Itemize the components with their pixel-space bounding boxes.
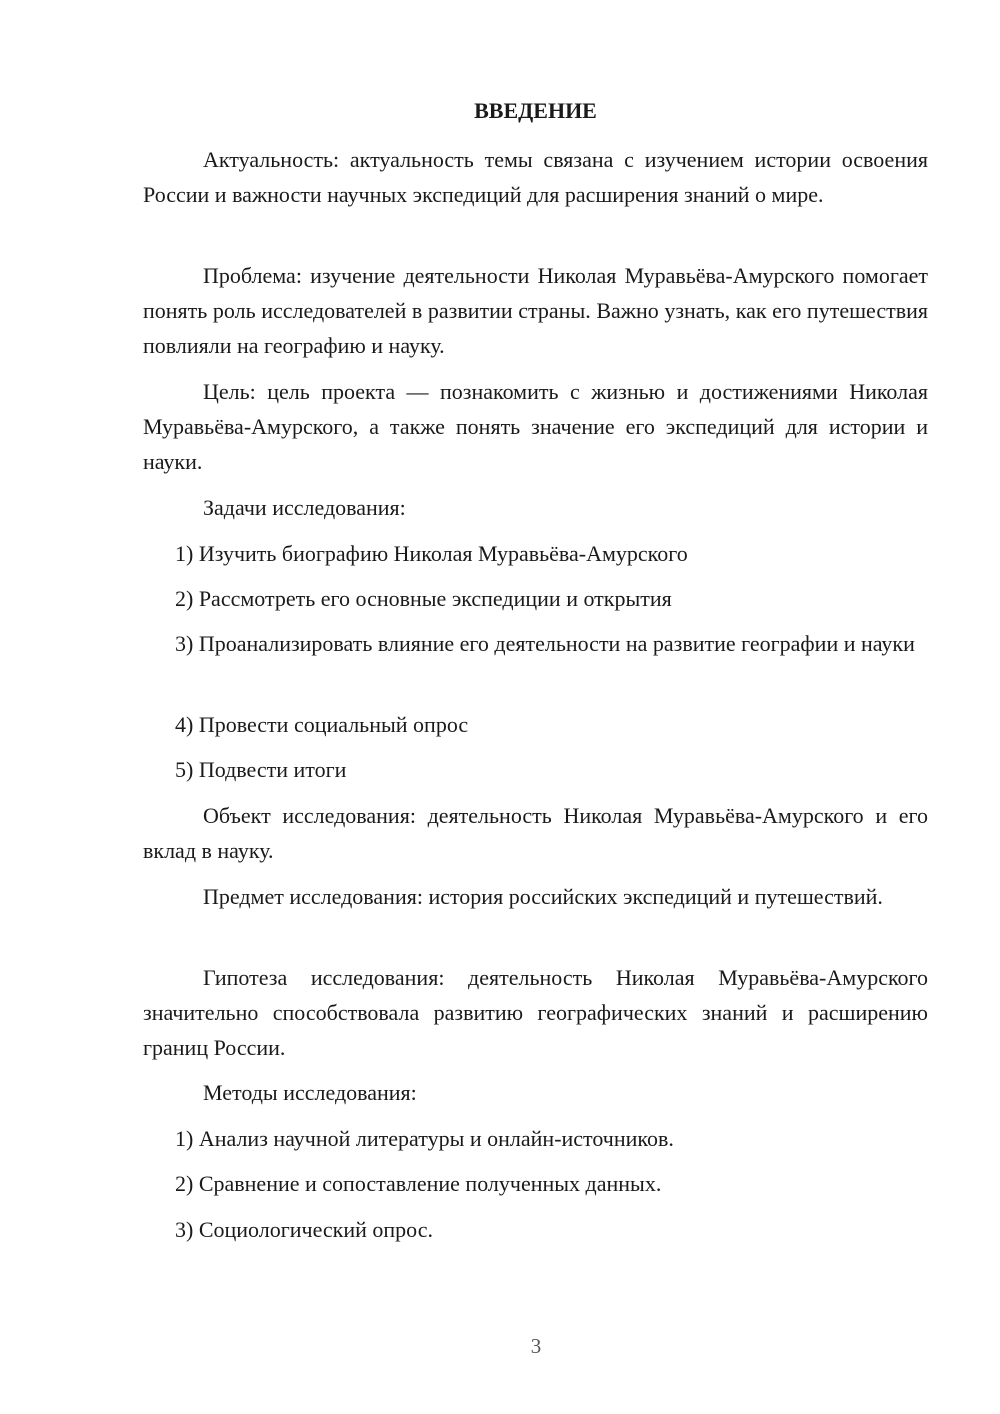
task-item-4: 4) Провести социальный опрос [175, 712, 469, 737]
relevance-paragraph: Актуальность: актуальность темы связана с изучением истории освоения России и важности научных экспедиций для расширения знаний о мире. [143, 147, 928, 207]
method-item-2: 2) Сравнение и сопоставление полученных данных. [175, 1171, 662, 1196]
page-title: ВВЕДЕНИЕ [474, 98, 597, 123]
method-item-3: 3) Социологический опрос. [175, 1217, 433, 1242]
task-item-3: 3) Проанализировать влияние его деятельности на развитие географии и науки [175, 631, 915, 656]
hypothesis-paragraph: Гипотеза исследования: деятельность Николая Муравьёва-Амурского значительно способствовала развитию географических знаний и расширению границ России. [143, 965, 928, 1060]
object-paragraph: Объект исследования: деятельность Николая Муравьёва-Амурского и его вклад в науку. [143, 803, 928, 863]
task-item-2: 2) Рассмотреть его основные экспедиции и открытия [175, 586, 672, 611]
task-item-5: 5) Подвести итоги [175, 757, 347, 782]
problem-paragraph: Проблема: изучение деятельности Николая Муравьёва-Амурского помогает понять роль исследователей в развитии страны. Важно узнать, как его путешествия повлияли на географию и науку. [143, 263, 928, 358]
goal-paragraph: Цель: цель проекта — познакомить с жизнью и достижениями Николая Муравьёва-Амурского, а также понять значение его экспедиций для истории и науки. [143, 379, 928, 474]
page-number: 3 [530, 1334, 542, 1358]
methods-heading: Методы исследования: [203, 1080, 417, 1105]
task-item-1: 1) Изучить биографию Николая Муравьёва-Амурского [175, 541, 688, 566]
subject-paragraph: Предмет исследования: история российских экспедиций и путешествий. [203, 884, 883, 909]
method-item-1: 1) Анализ научной литературы и онлайн-источников. [175, 1126, 674, 1151]
tasks-heading: Задачи исследования: [203, 495, 406, 520]
